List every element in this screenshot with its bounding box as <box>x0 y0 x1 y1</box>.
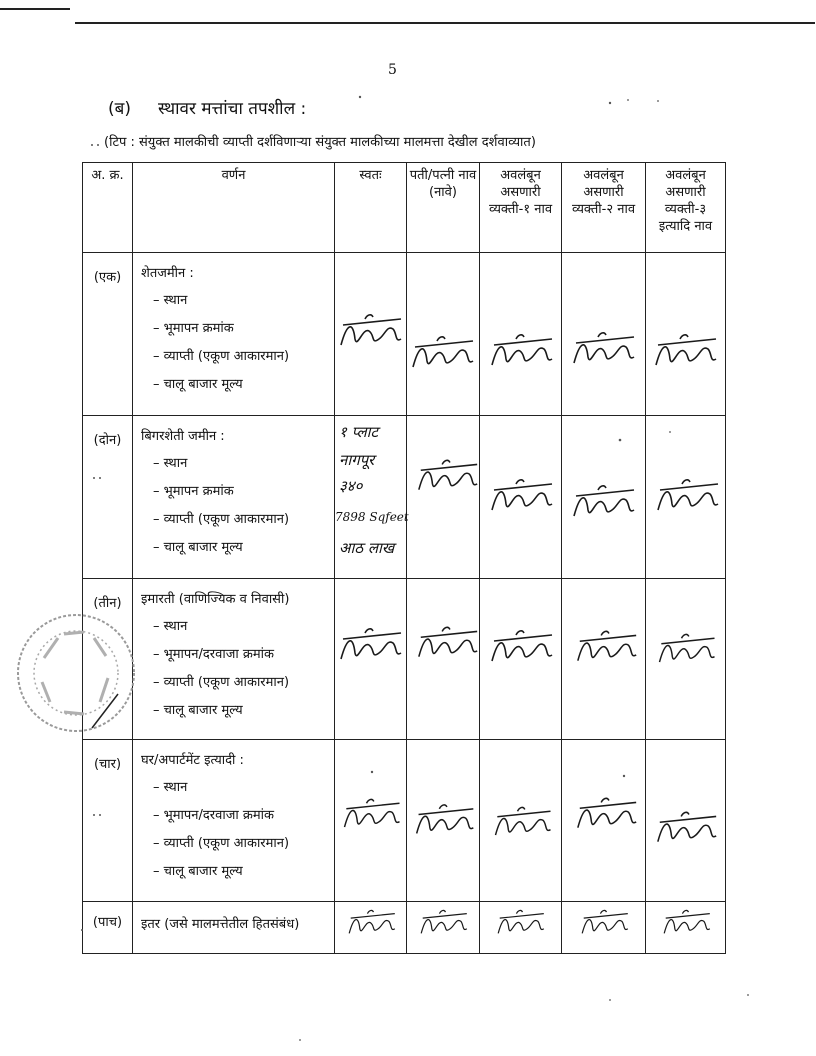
handwritten-market-value: आठ लाख <box>339 539 395 557</box>
row-sr-no: (चार) <box>83 740 133 902</box>
row-item: – चालू बाजार मूल्य <box>153 703 243 718</box>
row-item: – व्याप्ती (एकूण आकारमान) <box>153 836 290 851</box>
row-item: – चालू बाजार मूल्य <box>153 377 243 392</box>
header-dependent-1: अवलंबून असणारी व्यक्ती-१ नाव <box>480 163 562 253</box>
row-item: – भूमापन क्रमांक <box>153 321 234 336</box>
page-number: 5 <box>388 62 397 78</box>
section-title: स्थावर मत्तांचा तपशील : <box>158 99 307 119</box>
row-item: – भूमापन/दरवाजा क्रमांक <box>153 647 274 662</box>
row-item: – स्थान <box>153 456 188 471</box>
row-item: – व्याप्ती (एकूण आकारमान) <box>153 512 290 527</box>
row-item: – व्याप्ती (एकूण आकारमान) <box>153 675 290 690</box>
row-title: इतर (जसे मालमत्तेतील हितसंबंध) <box>141 917 300 932</box>
handwritten-location: नागपूर <box>339 451 375 469</box>
row-item: – चालू बाजार मूल्य <box>153 540 243 555</box>
handwritten-plot: १ प्लाट <box>339 423 379 441</box>
row-item: – चालू बाजार मूल्य <box>153 864 243 879</box>
row-sr-no: (दोन) <box>83 416 133 579</box>
header-dependent-3: अवलंबून असणारी व्यक्ती-३ इत्यादि नाव <box>646 163 726 253</box>
row-sr-no: (तीन) <box>83 579 133 740</box>
row-item: – स्थान <box>153 619 188 634</box>
header-sr-no: अ. क्र. <box>83 163 133 253</box>
row-sr-no: (पाच) <box>83 902 133 954</box>
row-title: शेतजमीन : <box>141 266 194 281</box>
row-title: घर/अपार्टमेंट इत्यादी : <box>141 753 244 768</box>
row-item: – व्याप्ती (एकूण आकारमान) <box>153 349 290 364</box>
row-item: – स्थान <box>153 780 188 795</box>
header-self: स्वतः <box>335 163 407 253</box>
row-title: बिगरशेती जमीन : <box>141 429 225 444</box>
row-title: इमारती (वाणिज्यिक व निवासी) <box>141 592 290 607</box>
handwritten-area: 7898 Sqfeet <box>335 510 409 524</box>
row-sr-no: (एक) <box>83 253 133 416</box>
row-item: – भूमापन क्रमांक <box>153 484 234 499</box>
header-dependent-2: अवलंबून असणारी व्यक्ती-२ नाव <box>562 163 646 253</box>
header-spouse: पती/पत्नी नाव (नावे) <box>407 163 480 253</box>
header-description: वर्णन <box>133 163 335 253</box>
handwritten-survey-number: ३४० <box>339 477 363 495</box>
row-item: – भूमापन/दरवाजा क्रमांक <box>153 808 274 823</box>
section-label: (ब) <box>108 99 131 119</box>
section-note: (टिप : संयुक्त मालकीची व्याप्ती दर्शविणाऱ्या संयुक्त मालकीच्या मालमत्ता देखील दर्शवाव्यात) <box>104 135 536 150</box>
row-item: – स्थान <box>153 293 188 308</box>
